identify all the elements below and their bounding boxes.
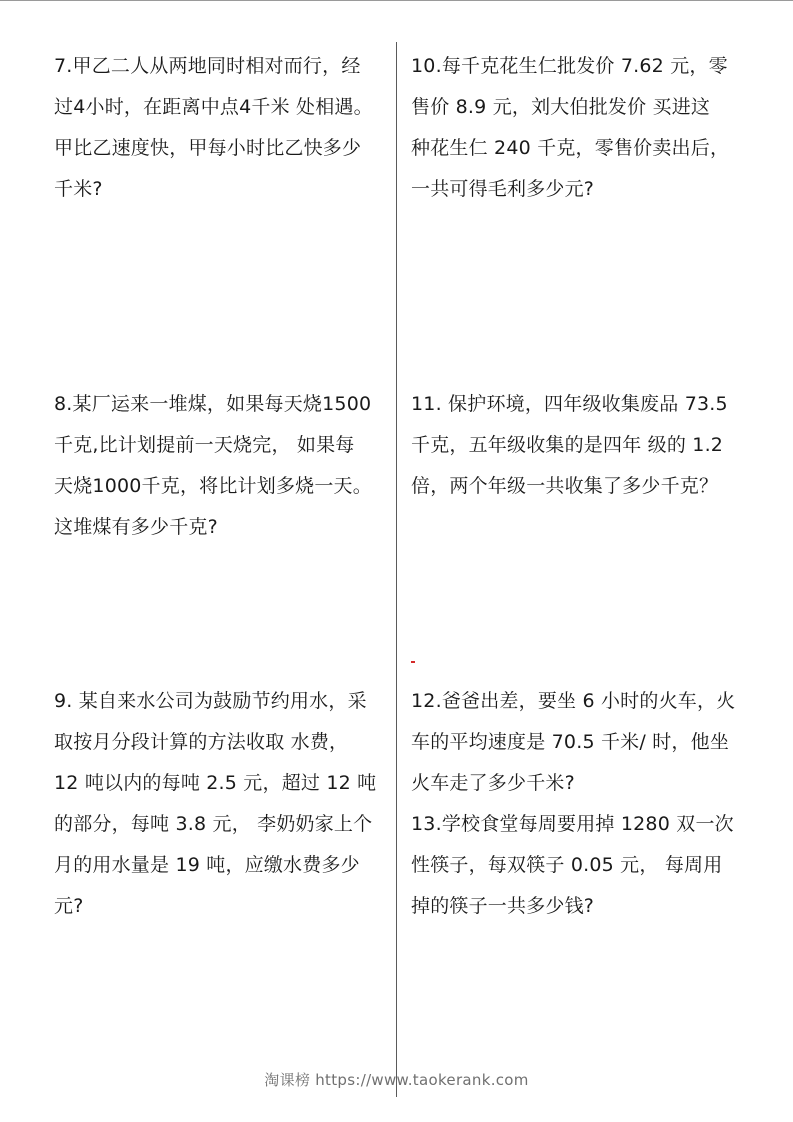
problem-8-line: 这堆煤有多少千克? bbox=[54, 516, 218, 538]
top-border-line bbox=[0, 0, 793, 1]
red-dash-mark bbox=[411, 661, 415, 663]
problem-7-line: 千米? bbox=[54, 178, 103, 200]
problem-11-line: 11. 保护环境，四年级收集废品 73.5 bbox=[411, 393, 728, 415]
problem-9-line: 12 吨以内的每吨 2.5 元，超过 12 吨 bbox=[54, 772, 377, 794]
problem-8-line: 天烧1000千克，将比计划多烧一天。 bbox=[54, 475, 372, 497]
problem-10 bbox=[411, 46, 729, 210]
problem-8-line: 8.某厂运来一堆煤，如果每天烧1500 bbox=[54, 393, 372, 415]
problem-7-line: 甲比乙速度快，甲每小时比乙快多少 bbox=[54, 137, 362, 159]
problem-7 bbox=[54, 46, 373, 210]
problem-11-line: 千克，五年级收集的是四年 级的 1.2 bbox=[411, 434, 724, 456]
problem-11 bbox=[411, 384, 728, 507]
problem-12-line: 12.爸爸出差，要坐 6 小时的火车，火 bbox=[411, 690, 736, 712]
problem-10-line: 种花生仁 240 千克，零售价卖出后， bbox=[411, 137, 730, 159]
column-divider bbox=[396, 42, 397, 1097]
problem-12 bbox=[411, 681, 735, 804]
problem-12-line: 火车走了多少千米? bbox=[411, 772, 575, 794]
problem-7-line: 过4小时，在距离中点4千米 处相遇。 bbox=[54, 96, 373, 118]
problem-9-line: 元? bbox=[54, 895, 84, 917]
problem-10-line: 10.每千克花生仁批发价 7.62 元，零 bbox=[411, 55, 728, 77]
problem-11-line: 倍，两个年级一共收集了多少千克？ bbox=[411, 475, 719, 497]
problem-9-line: 月的用水量是 19 吨，应缴水费多少 bbox=[54, 854, 360, 876]
problem-9-line: 的部分，每吨 3.8 元， 李奶奶家上个 bbox=[54, 813, 373, 835]
problem-13-line: 13.学校食堂每周要用掉 1280 双一次 bbox=[411, 813, 734, 835]
footer-watermark: 淘课榜 https://www.taokerank.com bbox=[264, 1071, 529, 1089]
problem-13 bbox=[411, 804, 734, 927]
problem-9 bbox=[54, 681, 376, 927]
problem-10-line: 一共可得毛利多少元? bbox=[411, 178, 595, 200]
problem-9-line: 9. 某自来水公司为鼓励节约用水，采 bbox=[54, 690, 367, 712]
problem-9-line: 取按月分段计算的方法收取 水费， bbox=[54, 731, 349, 753]
problem-10-line: 售价 8.9 元，刘大伯批发价 买进这 bbox=[411, 96, 711, 118]
problem-12-line: 车的平均速度是 70.5 千米/ 时，他坐 bbox=[411, 731, 730, 753]
problem-8-line: 千克,比计划提前一天烧完， 如果每 bbox=[54, 434, 355, 456]
problem-13-line: 掉的筷子一共多少钱? bbox=[411, 895, 595, 917]
problem-7-line: 7.甲乙二人从两地同时相对而行，经 bbox=[54, 55, 361, 77]
problem-8 bbox=[54, 384, 372, 548]
problem-13-line: 性筷子，每双筷子 0.05 元， 每周用 bbox=[411, 854, 723, 876]
